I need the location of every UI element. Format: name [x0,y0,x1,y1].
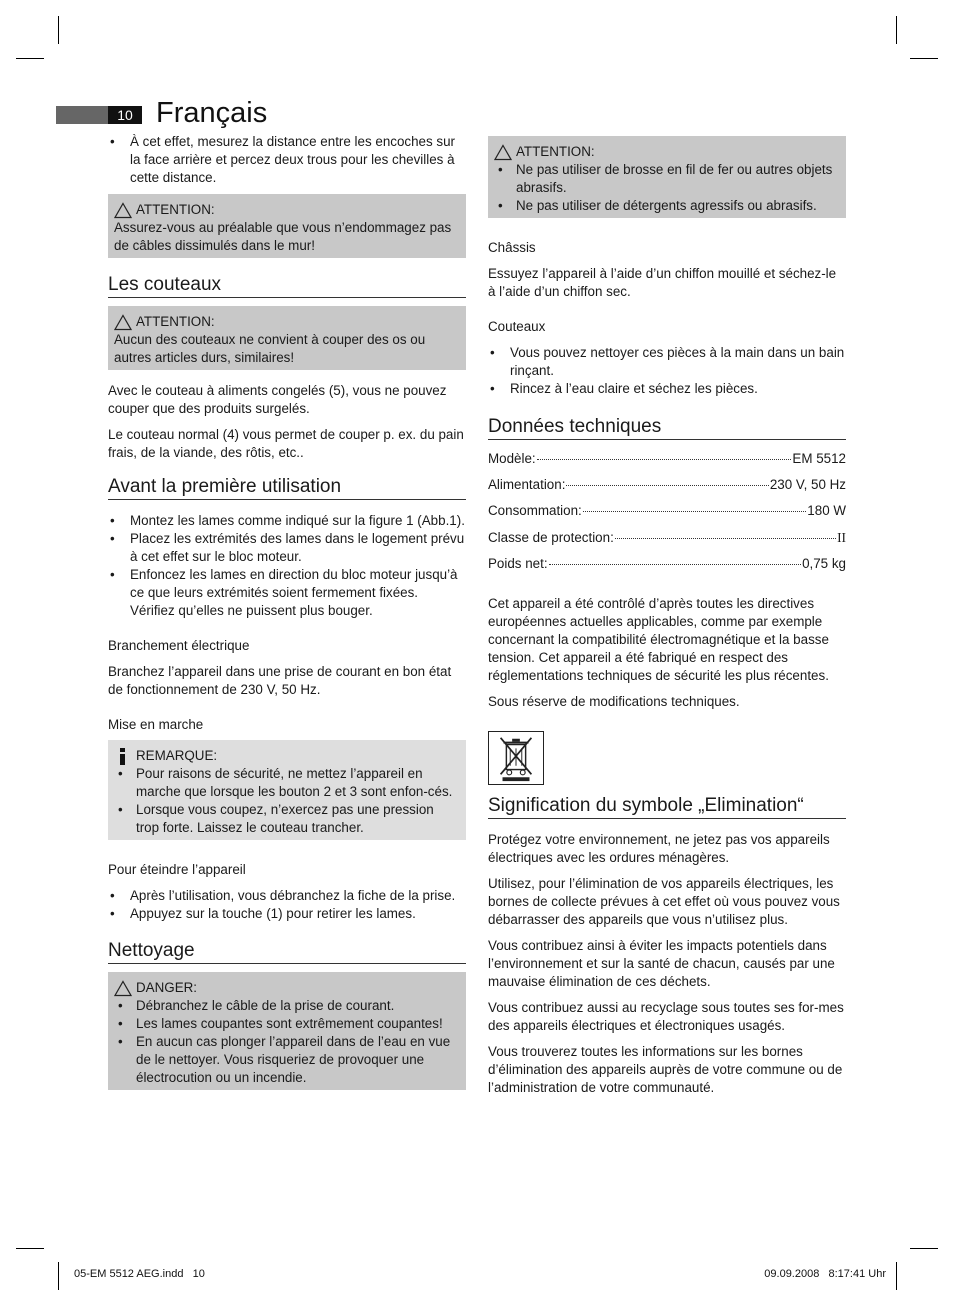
crop-mark [910,58,938,59]
section-title-first-use: Avant la première utilisation [108,478,466,500]
spec-leader [583,511,807,512]
attention-title [114,313,460,331]
paragraph: Sous réserve de modifications techniques. [488,694,740,709]
paragraph: Vous contribuez ainsi à éviter les impacts potentiels dans l’environnement et sur la santé de chacun, causés par une mauvaise élimination de ces déchets. [488,938,835,989]
crop-mark [16,58,44,59]
footer-timestamp: 09.09.2008 8:17:41 Uhr [764,1268,886,1280]
list-item: • Vous pouvez nettoyer ces pièces à la main dans un bain rinçant. [488,344,846,380]
list-item: • Montez les lames comme indiqué sur la figure 1 (Abb.1). [108,512,466,530]
paragraph: Branchez l’appareil dans une prise de courant en bon état de fonctionnement de 230 V, 50 Hz. [108,664,452,697]
warning-triangle-icon [114,202,132,219]
subheading-chassis: Châssis [488,240,536,255]
danger-box [108,972,466,1090]
spec-label: Consommation: [488,503,582,518]
paragraph: Protégez votre environnement, ne jetez pas vos appareils électriques avec les ordures ménagères. [488,832,830,865]
spec-row [488,529,846,555]
attention-label: ATTENTION: [136,202,215,217]
remark-box [108,740,466,840]
paragraph: Vous contribuez aussi au recyclage sous toutes ses for-mes des appareils électriques et électroniques usagés. [488,1000,844,1033]
remark-title [114,747,460,765]
attention-title [494,143,840,161]
crop-mark [58,16,59,44]
attention-box [488,136,846,218]
spec-row [488,450,846,476]
paragraph: Essuyez l’appareil à l’aide d’un chiffon mouillé et séchez-le à l’aide d’un chiffon sec. [488,266,837,299]
spec-row [488,476,846,502]
crop-mark [896,1262,897,1290]
knives-list [488,344,846,398]
danger-label: DANGER: [136,980,198,995]
page-number: 10 [108,106,142,124]
spec-label: Poids net: [488,556,548,571]
attention-text: Aucun des couteaux ne convient à couper des os ou autres articles durs, similaires! [114,332,426,365]
list-item: • Rincez à l’eau claire et séchez les pièces. [488,380,846,398]
spec-row [488,555,846,581]
attention-text: Assurez-vous au préalable que vous n’endommagez pas de câbles dissimulés dans le mur! [114,220,452,253]
paragraph: Le couteau normal (4) vous permet de couper p. ex. du pain frais, de la viande, des rôtis, etc.. [108,427,464,460]
crop-mark [58,1262,59,1290]
list-item: • À cet effet, mesurez la distance entre les encoches sur la face arrière et percez deux trous pour les chevilles à cette distance. [108,133,466,187]
off-list [108,887,466,923]
list-item: • Enfoncez les lames en direction du bloc moteur jusqu’à ce que leurs extrémités soient fermement fixées. Vérifiez qu’elles ne puissent plus bouger. [108,566,466,620]
subheading-off: Pour éteindre l’appareil [108,862,246,877]
attention-label: ATTENTION: [136,314,215,329]
specs-table [488,450,846,581]
list-item: • Les lames coupantes sont extrêmement coupantes! [114,1015,460,1033]
warning-triangle-icon [114,314,132,331]
header-bar [56,106,108,124]
spec-label: Alimentation: [488,477,566,492]
section-title-cleaning: Nettoyage [108,942,466,964]
spec-value: EM 5512 [792,451,846,466]
list-item: • Placez les extrémités des lames dans le logement prévu à cet effet sur le bloc moteur. [108,530,466,566]
spec-leader [537,459,792,460]
danger-title [114,979,460,997]
spec-leader [615,538,836,539]
left-column [108,133,466,1090]
crop-mark [910,1248,938,1249]
subheading-power: Branchement électrique [108,638,250,653]
section-title-knives: Les couteaux [108,276,466,298]
paragraph: Utilisez, pour l’élimination de vos appareils électriques, les bornes de collecte prévues à cet effet où vous pouvez vous débarrasser des appareils que vous n’utilisez plus. [488,876,840,927]
list-item: • Pour raisons de sécurité, ne mettez l’appareil en marche que lorsque les bouton 2 et 3 sont enfon-cés. [114,765,460,801]
spec-leader [549,564,802,565]
info-icon [114,748,132,765]
attention-box [108,194,466,258]
crop-mark [16,1248,44,1249]
spec-label: Modèle: [488,451,536,466]
list-item: • Débranchez le câble de la prise de courant. [114,997,460,1015]
footer-file: 05-EM 5512 AEG.indd 10 [74,1268,205,1280]
list-item: • Appuyez sur la touche (1) pour retirer les lames. [108,905,466,923]
attention-label: ATTENTION: [516,144,595,159]
paragraph: Vous trouverez toutes les informations sur les bornes d’élimination des appareils auprès de votre commune ou de l’administration de votre communauté. [488,1044,843,1095]
list-item: • Lorsque vous coupez, n’exercez pas une pression trop forte. Laissez le couteau trancher. [114,801,460,837]
subheading-knives: Couteaux [488,319,546,334]
spec-label: Classe de protection: [488,530,614,545]
first-use-list [108,512,466,620]
attention-box [108,306,466,370]
spec-value: 230 V, 50 Hz [769,477,846,492]
section-title-specs: Données techniques [488,418,846,440]
right-column [488,136,846,1097]
spec-value: II [837,530,846,545]
paragraph: Avec le couteau à aliments congelés (5), vous ne pouvez couper que des produits surgelés. [108,383,447,416]
crop-mark [896,16,897,44]
section-title-disposal: Signification du symbole „Elimination“ [488,797,846,819]
subheading-start: Mise en marche [108,717,204,732]
paragraph: Cet appareil a été contrôlé d’après toutes les directives européennes actuelles applicables, comme par exemple concernant la compatibilité électromagnétique et la basse tension. Cet appareil a été fabriqué en respect des réglementations techniques de sécurité les plus récentes. [488,596,829,683]
spec-row [488,502,846,529]
warning-triangle-icon [494,144,512,161]
remark-label: REMARQUE: [136,748,218,763]
list-item: • En aucun cas plonger l’appareil dans de l’eau en vue de le nettoyer. Vous risqueriez de provoquer une électrocution ou un incendie. [114,1033,460,1087]
crossed-out-wheelie-bin-icon [489,732,543,784]
list-item: • Ne pas utiliser de détergents agressifs ou abrasifs. [494,197,840,215]
warning-triangle-icon [114,980,132,997]
page-title: Français [156,97,268,129]
list-item: • Après l’utilisation, vous débranchez la fiche de la prise. [108,887,466,905]
list-item: • Ne pas utiliser de brosse en fil de fer ou autres objets abrasifs. [494,161,840,197]
spec-value: 180 W [807,503,846,518]
spec-leader [566,485,768,486]
attention-title [114,201,460,219]
weee-symbol [488,731,544,785]
spec-value: 0,75 kg [802,556,846,571]
